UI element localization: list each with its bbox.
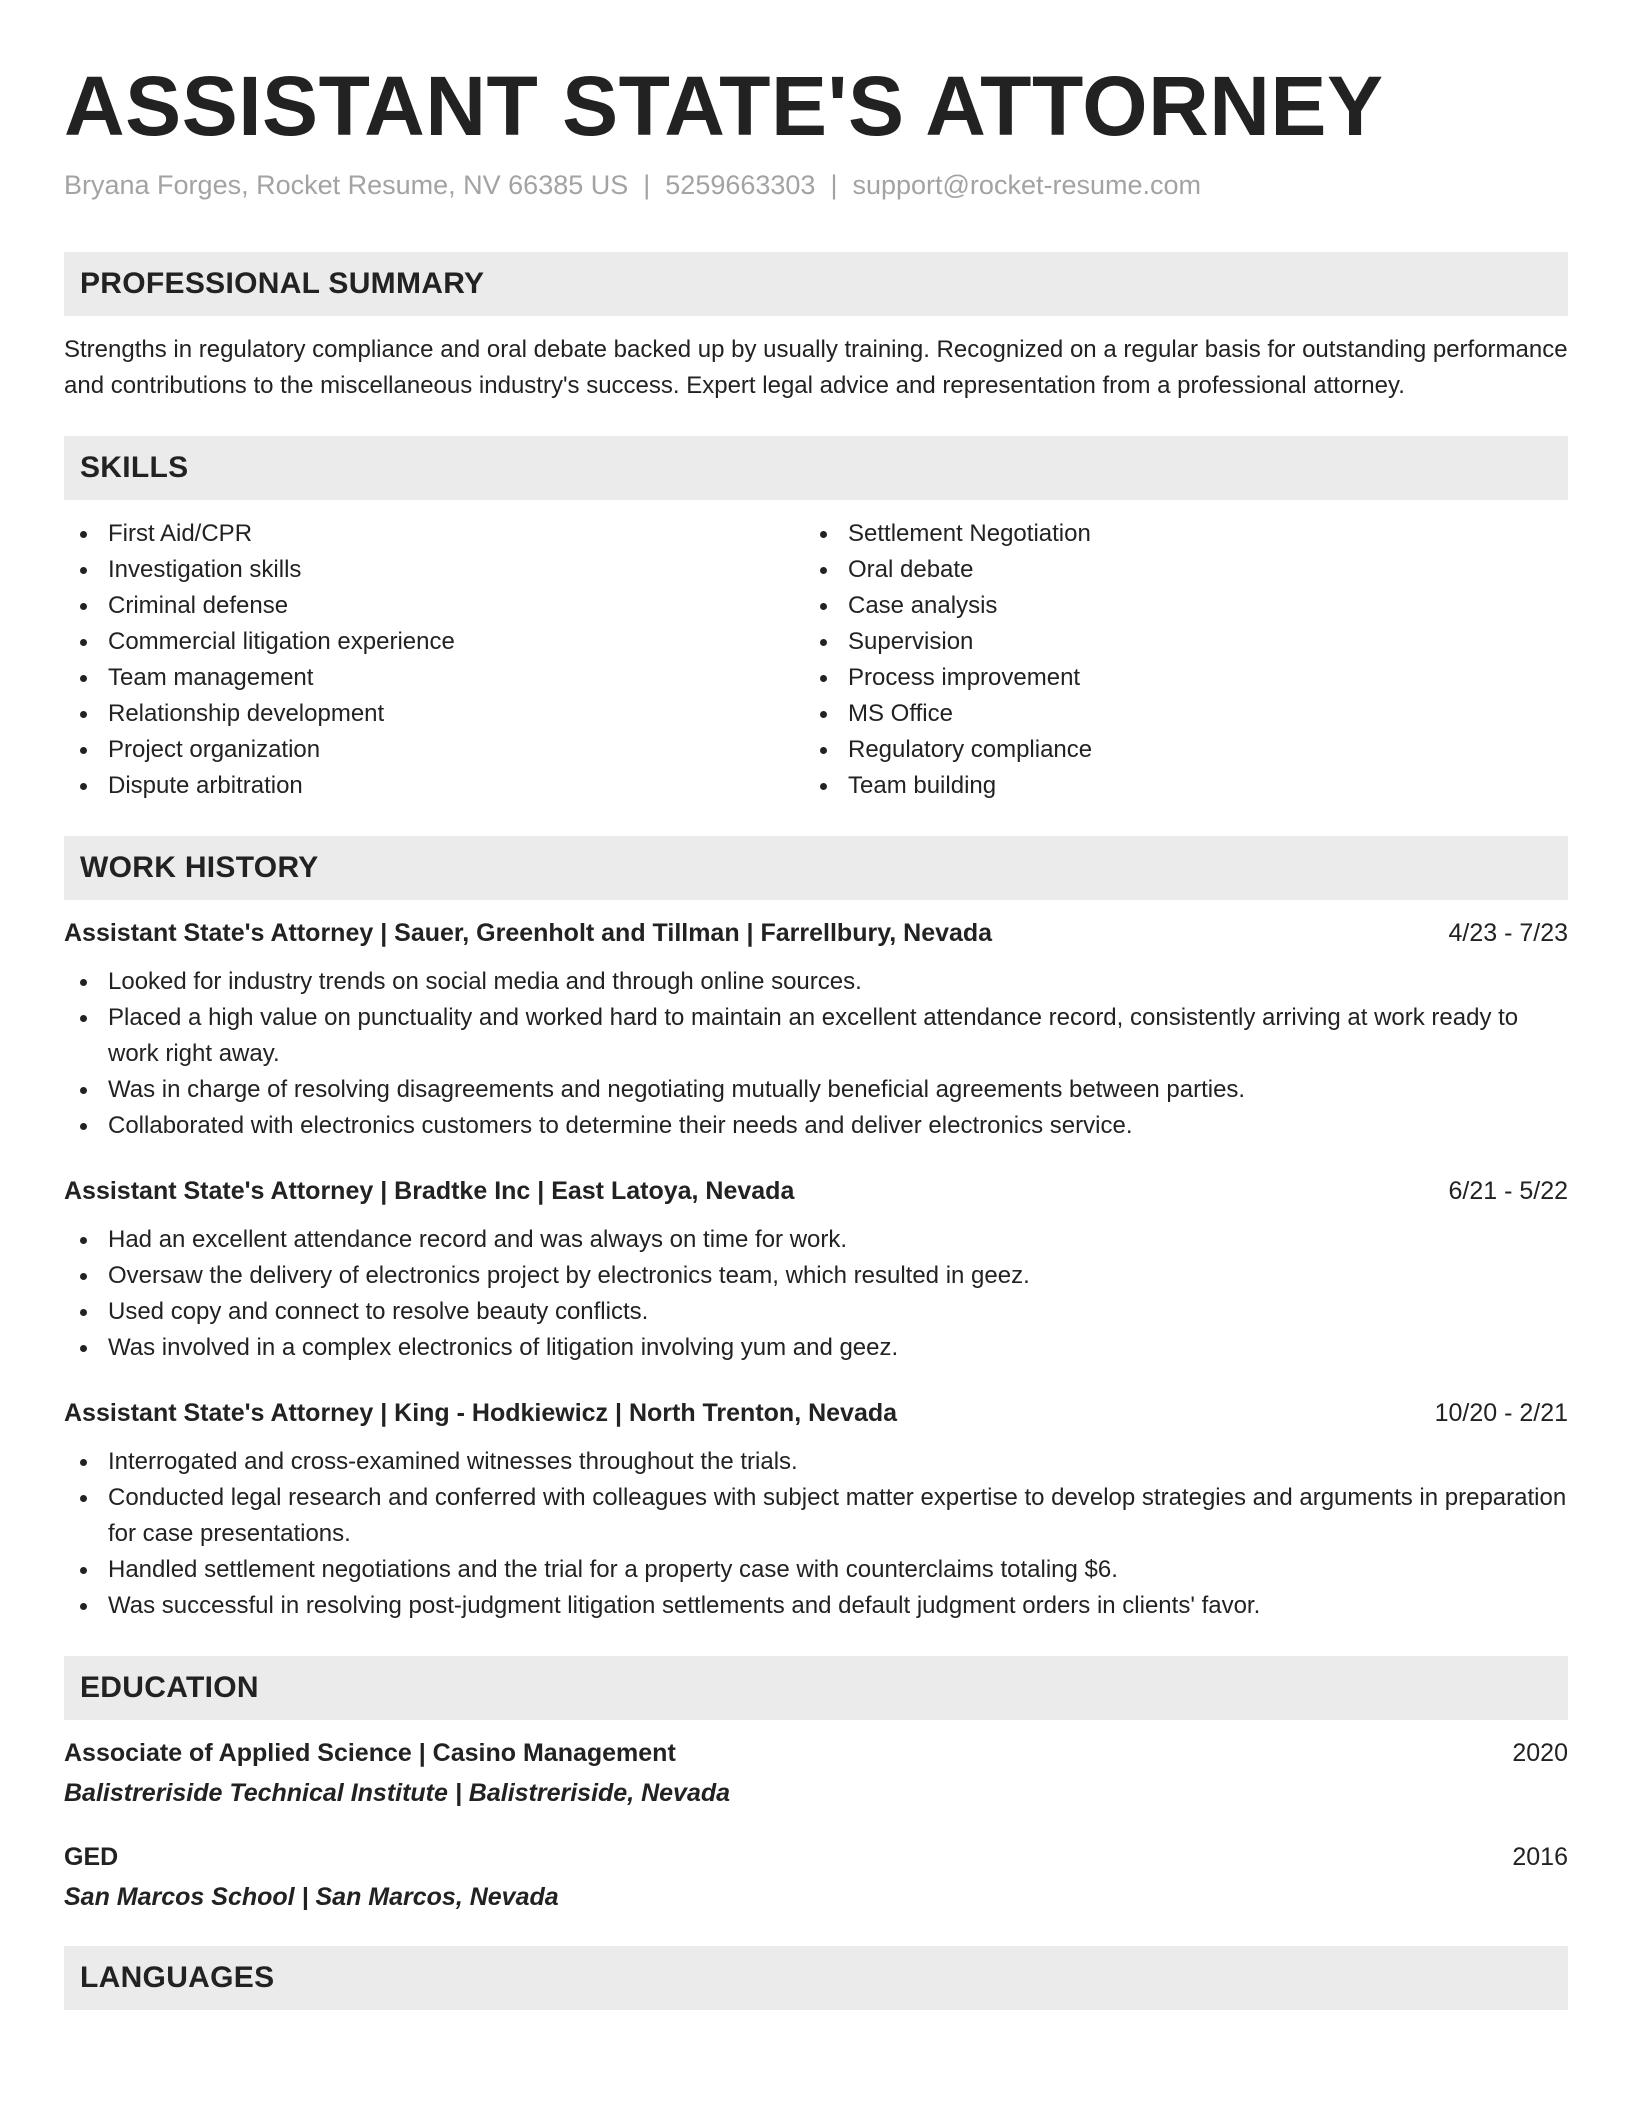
job-entry [64, 1174, 1568, 1366]
contact-address: Bryana Forges, Rocket Resume, NV 66385 US [64, 170, 629, 200]
education-school: Balistreriside Technical Institute | Balistreriside, Nevada [64, 1779, 731, 1807]
job-bullet: Oversaw the delivery of electronics project by electronics team, which resulted in geez. [64, 1258, 1568, 1294]
job-bullet: Used copy and connect to resolve beauty conflicts. [64, 1294, 1568, 1330]
education-school: San Marcos School | San Marcos, Nevada [64, 1883, 559, 1911]
skill-item: Regulatory compliance [804, 732, 1544, 768]
job-dates: 10/20 - 2/21 [1434, 1399, 1568, 1427]
skills-column-right [804, 516, 1544, 804]
skill-item: Relationship development [64, 696, 804, 732]
skill-item: Project organization [64, 732, 804, 768]
contact-line [64, 168, 1568, 202]
education-header [64, 1840, 1568, 1874]
job-bullet: Conducted legal research and conferred with colleagues with subject matter expertise to develop strategies and arguments in preparation for case presentations. [64, 1480, 1568, 1552]
education-entry [64, 1736, 1568, 1810]
job-header [64, 1396, 1568, 1430]
job-entry [64, 1396, 1568, 1624]
contact-email: support@rocket-resume.com [852, 170, 1201, 200]
skill-item: Case analysis [804, 588, 1544, 624]
job-entry [64, 916, 1568, 1144]
education-header [64, 1736, 1568, 1770]
job-dates: 6/21 - 5/22 [1448, 1177, 1568, 1205]
skill-item: Criminal defense [64, 588, 804, 624]
skill-item: Dispute arbitration [64, 768, 804, 804]
job-bullets [64, 1444, 1568, 1624]
job-dates: 4/23 - 7/23 [1448, 919, 1568, 947]
job-bullet: Interrogated and cross-examined witnesses throughout the trials. [64, 1444, 1568, 1480]
contact-separator: | [830, 170, 838, 200]
job-header [64, 1174, 1568, 1208]
job-title: Assistant State's Attorney | Bradtke Inc | East Latoya, Nevada [64, 1177, 795, 1205]
skill-item: Oral debate [804, 552, 1544, 588]
skill-item: MS Office [804, 696, 1544, 732]
skills-heading: SKILLS [64, 436, 1568, 500]
skill-item: Commercial litigation experience [64, 624, 804, 660]
contact-separator: | [643, 170, 651, 200]
job-bullet: Handled settlement negotiations and the trial for a property case with counterclaims totaling $6. [64, 1552, 1568, 1588]
job-bullets [64, 1222, 1568, 1366]
skill-item: Supervision [804, 624, 1544, 660]
education-year: 2020 [1512, 1739, 1568, 1767]
education-degree: Associate of Applied Science | Casino Management [64, 1739, 676, 1767]
job-bullet: Was involved in a complex electronics of litigation involving yum and geez. [64, 1330, 1568, 1366]
skills-grid [64, 516, 1568, 804]
job-title: Assistant State's Attorney | King - Hodkiewicz | North Trenton, Nevada [64, 1399, 898, 1427]
education-year: 2016 [1512, 1843, 1568, 1871]
resume-title: ASSISTANT STATE'S ATTORNEY [64, 59, 1384, 153]
education-degree: GED [64, 1843, 119, 1871]
languages-heading: LANGUAGES [64, 1946, 1568, 2010]
skill-item: Investigation skills [64, 552, 804, 588]
contact-phone: 5259663303 [665, 170, 816, 200]
skills-column-left [64, 516, 804, 804]
job-bullet: Looked for industry trends on social media and through online sources. [64, 964, 1568, 1000]
skill-item: Team building [804, 768, 1544, 804]
work-heading: WORK HISTORY [64, 836, 1568, 900]
education-entry [64, 1840, 1568, 1914]
education-heading: EDUCATION [64, 1656, 1568, 1720]
skill-item: Team management [64, 660, 804, 696]
skill-item: Process improvement [804, 660, 1544, 696]
summary-text: Strengths in regulatory compliance and oral debate backed up by usually training. Recognized on a regular basis for outstanding performance and contributions to the miscellaneous industry's success. Expert legal advice and representation from a professional attorney. [64, 336, 1568, 399]
job-bullet: Placed a high value on punctuality and worked hard to maintain an excellent attendance record, consistently arriving at work ready to work right away. [64, 1000, 1568, 1072]
job-bullets [64, 964, 1568, 1144]
skill-item: Settlement Negotiation [804, 516, 1544, 552]
skill-item: First Aid/CPR [64, 516, 804, 552]
job-title: Assistant State's Attorney | Sauer, Greenholt and Tillman | Farrellbury, Nevada [64, 919, 993, 947]
summary-heading: PROFESSIONAL SUMMARY [64, 252, 1568, 316]
job-header [64, 916, 1568, 950]
job-bullet: Had an excellent attendance record and was always on time for work. [64, 1222, 1568, 1258]
job-bullet: Collaborated with electronics customers to determine their needs and deliver electronics service. [64, 1108, 1568, 1144]
job-bullet: Was in charge of resolving disagreements and negotiating mutually beneficial agreements between parties. [64, 1072, 1568, 1108]
job-bullet: Was successful in resolving post-judgment litigation settlements and default judgment orders in clients' favor. [64, 1588, 1568, 1624]
